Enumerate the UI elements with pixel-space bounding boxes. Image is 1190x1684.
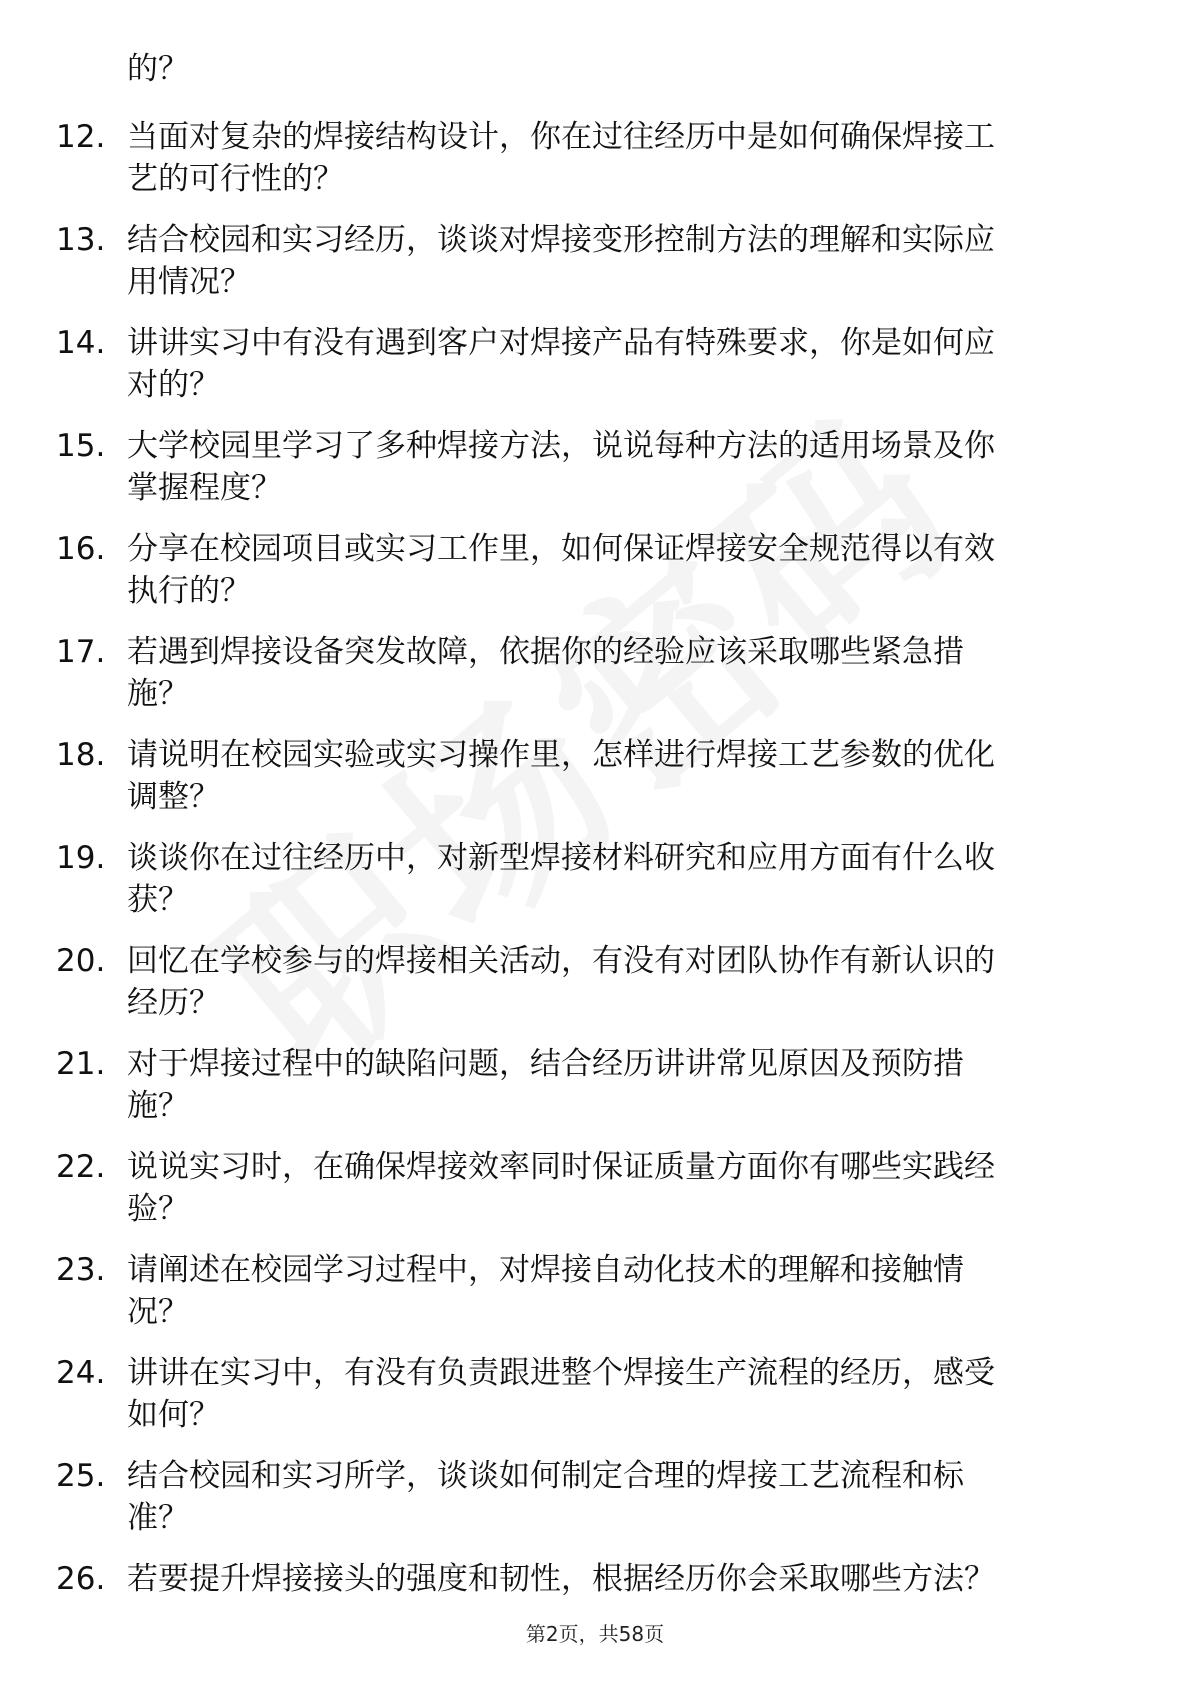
question-item	[0, 425, 1190, 528]
question-number: 13.	[56, 222, 106, 258]
question-text-line: 大学校园里学习了多种焊接方法，说说每种方法的适用场景及你	[127, 428, 995, 464]
question-text	[127, 837, 1117, 921]
question-text	[127, 1558, 1117, 1600]
question-number: 17.	[56, 634, 106, 670]
question-text-line: 如何？	[127, 1397, 220, 1433]
question-item	[0, 1352, 1190, 1455]
question-text-line: 获？	[127, 882, 189, 918]
question-text	[127, 734, 1117, 818]
question-item	[0, 940, 1190, 1043]
question-text	[127, 631, 1117, 715]
question-text-line: 准？	[127, 1500, 189, 1536]
question-number: 23.	[56, 1252, 106, 1288]
question-number: 12.	[56, 119, 106, 155]
question-text-line: 结合校园和实习经历，谈谈对焊接变形控制方法的理解和实际应	[127, 222, 995, 258]
question-text-line: 验？	[127, 1191, 189, 1227]
question-list	[0, 116, 1190, 1661]
question-text-line: 当面对复杂的焊接结构设计，你在过往经历中是如何确保焊接工	[127, 119, 995, 155]
question-text-line: 况？	[127, 1294, 189, 1330]
question-text-line: 分享在校园项目或实习工作里，如何保证焊接安全规范得以有效	[127, 531, 995, 567]
question-text	[127, 322, 1117, 406]
question-item	[0, 1146, 1190, 1249]
question-number: 22.	[56, 1149, 106, 1185]
question-text	[127, 1455, 1117, 1539]
question-text-line: 回忆在学校参与的焊接相关活动，有没有对团队协作有新认识的	[127, 943, 995, 979]
question-text-line: 若遇到焊接设备突发故障，依据你的经验应该采取哪些紧急措	[127, 634, 964, 670]
question-text-line: 讲讲实习中有没有遇到客户对焊接产品有特殊要求，你是如何应	[127, 325, 995, 361]
question-number: 16.	[56, 531, 106, 567]
question-item	[0, 1249, 1190, 1352]
question-number: 26.	[56, 1561, 106, 1597]
question-text	[127, 1043, 1117, 1127]
question-text-line: 讲讲在实习中，有没有负责跟进整个焊接生产流程的经历，感受	[127, 1355, 995, 1391]
question-text-line: 对的？	[127, 367, 220, 403]
question-text-line: 经历？	[127, 985, 220, 1021]
question-text	[127, 116, 1117, 200]
question-text-line: 若要提升焊接接头的强度和韧性，根据经历你会采取哪些方法？	[127, 1561, 995, 1597]
question-text-line: 对于焊接过程中的缺陷问题，结合经历讲讲常见原因及预防措	[127, 1046, 964, 1082]
question-text-line: 用情况？	[127, 264, 251, 300]
question-text-line: 调整？	[127, 779, 220, 815]
question-item	[0, 1455, 1190, 1558]
question-number: 15.	[56, 428, 106, 464]
question-text-line: 施？	[127, 676, 189, 712]
question-item	[0, 631, 1190, 734]
question-text-line: 请说明在校园实验或实习操作里，怎样进行焊接工艺参数的优化	[127, 737, 995, 773]
question-text-line: 掌握程度？	[127, 470, 282, 506]
continuation-text: 的？	[127, 51, 189, 87]
question-number: 14.	[56, 325, 106, 361]
question-text-line: 请阐述在校园学习过程中，对焊接自动化技术的理解和接触情	[127, 1252, 964, 1288]
question-number: 18.	[56, 737, 106, 773]
question-text-line: 结合校园和实习所学，谈谈如何制定合理的焊接工艺流程和标	[127, 1458, 964, 1494]
question-text	[127, 425, 1117, 509]
question-item	[0, 837, 1190, 940]
question-text	[127, 1249, 1117, 1333]
question-number: 20.	[56, 943, 106, 979]
question-text-line: 说说实习时，在确保焊接效率同时保证质量方面你有哪些实践经	[127, 1149, 995, 1185]
question-text-line: 执行的？	[127, 573, 251, 609]
question-text	[127, 528, 1117, 612]
question-text	[127, 219, 1117, 303]
question-item	[0, 116, 1190, 219]
question-number: 25.	[56, 1458, 106, 1494]
question-text	[127, 940, 1117, 1024]
question-number: 21.	[56, 1046, 106, 1082]
question-item	[0, 734, 1190, 837]
question-text	[127, 1146, 1117, 1230]
question-text-line: 施？	[127, 1088, 189, 1124]
question-number: 19.	[56, 840, 106, 876]
question-number: 24.	[56, 1355, 106, 1391]
question-text-line: 谈谈你在过往经历中，对新型焊接材料研究和应用方面有什么收	[127, 840, 995, 876]
question-item	[0, 528, 1190, 631]
page-footer: 第2页，共58页	[525, 1622, 665, 1646]
question-item	[0, 219, 1190, 322]
question-text	[127, 1352, 1117, 1436]
question-item	[0, 322, 1190, 425]
question-item	[0, 1043, 1190, 1146]
question-text-line: 艺的可行性的？	[127, 161, 344, 197]
